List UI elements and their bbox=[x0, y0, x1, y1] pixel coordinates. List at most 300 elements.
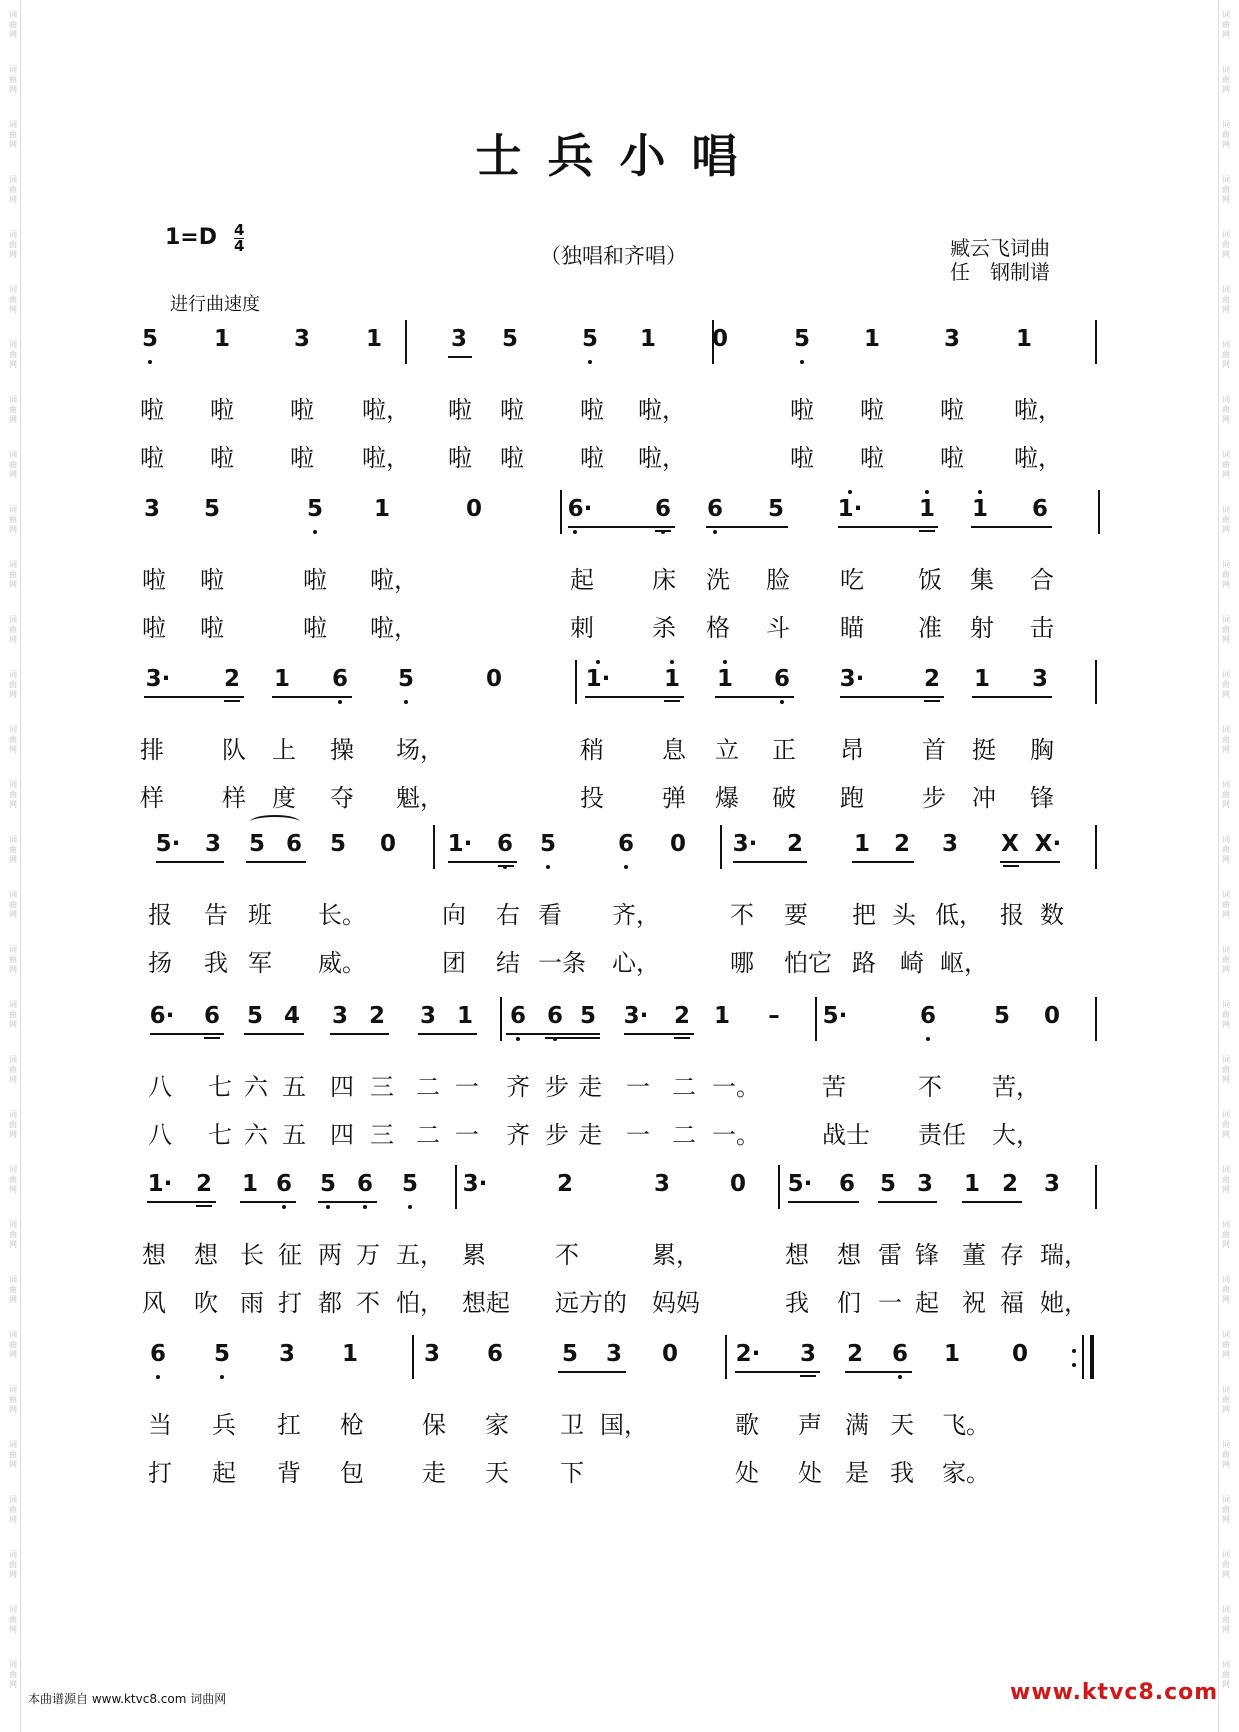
watermark-text: 词 曲 网 bbox=[9, 1110, 17, 1139]
barline bbox=[815, 997, 817, 1041]
watermark-text: 词 曲 网 bbox=[1222, 1110, 1230, 1139]
duration-underline bbox=[838, 526, 938, 528]
notation-credit: 任 钢制谱 bbox=[950, 260, 1050, 284]
lyric-verse-1: 啦 bbox=[140, 396, 164, 424]
lyric-verse-2: 想起 bbox=[462, 1289, 510, 1317]
duration-underline bbox=[706, 526, 788, 528]
note: 0 bbox=[661, 1341, 679, 1367]
watermark-text: 词 曲 网 bbox=[1222, 1550, 1230, 1579]
duration-underline bbox=[971, 526, 1052, 528]
note: 2 bbox=[1001, 1171, 1019, 1197]
lyric-verse-1: 向 bbox=[442, 901, 466, 929]
lyric-verse-1: 队 bbox=[222, 736, 246, 764]
note: 5 bbox=[306, 496, 324, 522]
repeat-dot bbox=[1072, 1349, 1076, 1353]
note: 3 bbox=[423, 1341, 441, 1367]
duration-underline bbox=[246, 861, 306, 863]
duration-underline bbox=[1000, 861, 1060, 863]
note: 1 bbox=[639, 326, 657, 352]
low-octave-dot bbox=[516, 1037, 520, 1041]
lyric-verse-2: 魁， bbox=[396, 784, 444, 812]
barline bbox=[1098, 490, 1100, 534]
note: 2 bbox=[923, 666, 941, 692]
duration-underline bbox=[568, 526, 675, 528]
duration-underline bbox=[585, 696, 684, 698]
watermark-text: 词 曲 网 bbox=[1222, 285, 1230, 314]
barline bbox=[412, 1335, 414, 1379]
final-barline-thick bbox=[1090, 1335, 1094, 1379]
note: 2 bbox=[786, 831, 804, 857]
lyric-verse-2: 怕它 bbox=[784, 949, 832, 977]
duration-underline-double bbox=[664, 700, 680, 702]
lyric-verse-2: 刺 bbox=[570, 614, 594, 642]
lyric-verse-2: 哪 bbox=[730, 949, 754, 977]
watermark-text: 词 曲 网 bbox=[9, 560, 17, 589]
note: 1 bbox=[213, 326, 231, 352]
note: 1· bbox=[837, 496, 863, 522]
time-signature-top: 4 bbox=[234, 221, 245, 239]
lyric-verse-2: 福 bbox=[1000, 1289, 1024, 1317]
duration-underline-double bbox=[1003, 865, 1019, 867]
low-octave-dot bbox=[573, 530, 577, 534]
high-octave-dot bbox=[596, 660, 600, 664]
lyric-verse-1: 起 bbox=[570, 566, 594, 594]
watermark-text: 词 曲 网 bbox=[9, 505, 17, 534]
note: 1 bbox=[943, 1341, 961, 1367]
watermark-text: 词 曲 网 bbox=[1222, 395, 1230, 424]
lyric-verse-1: 一 bbox=[626, 1073, 650, 1101]
repeat-dot bbox=[1072, 1363, 1076, 1367]
watermark-text: 词 曲 网 bbox=[9, 1330, 17, 1359]
barline bbox=[405, 320, 407, 364]
lyric-verse-2: 样 bbox=[140, 784, 164, 812]
low-octave-dot bbox=[282, 1205, 286, 1209]
note: 3 bbox=[293, 326, 311, 352]
lyric-verse-2: 爆 bbox=[715, 784, 739, 812]
lyric-verse-2: 锋 bbox=[1030, 784, 1054, 812]
high-octave-dot bbox=[670, 660, 674, 664]
note: 3 bbox=[916, 1171, 934, 1197]
note: 5 bbox=[203, 496, 221, 522]
high-octave-dot bbox=[978, 490, 982, 494]
lyric-verse-2: 大， bbox=[992, 1121, 1040, 1149]
note: 1 bbox=[716, 666, 734, 692]
duration-underline bbox=[788, 1201, 859, 1203]
lyric-verse-2: 都 bbox=[318, 1289, 342, 1317]
lyric-verse-1: 啦 bbox=[210, 396, 234, 424]
low-octave-dot bbox=[313, 530, 317, 534]
lyric-verse-2: 啦 bbox=[940, 444, 964, 472]
duration-underline bbox=[733, 861, 807, 863]
watermark-text: 词 曲 网 bbox=[9, 120, 17, 149]
note: 6 bbox=[838, 1171, 856, 1197]
barline bbox=[725, 1335, 727, 1379]
note: 5 bbox=[501, 326, 519, 352]
lyric-verse-1: 饭 bbox=[918, 566, 942, 594]
note: 6 bbox=[275, 1171, 293, 1197]
barline bbox=[1095, 825, 1097, 869]
duration-underline bbox=[272, 696, 352, 698]
lyric-verse-2: 五 bbox=[282, 1121, 306, 1149]
note: 6 bbox=[773, 666, 791, 692]
note: 1 bbox=[373, 496, 391, 522]
low-octave-dot bbox=[713, 530, 717, 534]
note: 6 bbox=[285, 831, 303, 857]
watermark-text: 词 曲 网 bbox=[1222, 1165, 1230, 1194]
barline bbox=[778, 1165, 780, 1209]
lyric-verse-2: 不 bbox=[356, 1289, 380, 1317]
lyric-verse-2: 吹 bbox=[194, 1289, 218, 1317]
lyric-verse-2: 啦 bbox=[200, 614, 224, 642]
lyric-verse-1: 两 bbox=[318, 1241, 342, 1269]
note: 6 bbox=[509, 1003, 527, 1029]
lyric-verse-1: 班 bbox=[248, 901, 272, 929]
lyric-verse-1: 胸 bbox=[1030, 736, 1054, 764]
lyric-verse-1: 啦 bbox=[860, 396, 884, 424]
barline bbox=[575, 660, 577, 704]
lyric-verse-1: 稍 bbox=[580, 736, 604, 764]
lyric-verse-1: 脸 bbox=[766, 566, 790, 594]
note: 1 bbox=[341, 1341, 359, 1367]
note: 1 bbox=[1015, 326, 1033, 352]
note: – bbox=[768, 1003, 780, 1029]
watermark-text: 词 曲 网 bbox=[9, 230, 17, 259]
duration-underline-double bbox=[924, 700, 940, 702]
lyric-verse-2: 家。 bbox=[942, 1459, 990, 1487]
lyric-verse-2: 啦， bbox=[370, 614, 418, 642]
note: 1 bbox=[963, 1171, 981, 1197]
note: 2· bbox=[735, 1341, 761, 1367]
note: 3 bbox=[1031, 666, 1049, 692]
watermark-text: 词 曲 网 bbox=[9, 1220, 17, 1249]
lyric-verse-1: 飞。 bbox=[942, 1411, 990, 1439]
watermark-text: 词 曲 网 bbox=[1222, 1000, 1230, 1029]
lyric-verse-2: 起 bbox=[915, 1289, 939, 1317]
lyric-verse-2: 度 bbox=[272, 784, 296, 812]
note: 2 bbox=[893, 831, 911, 857]
note: 6 bbox=[496, 831, 514, 857]
barline bbox=[720, 825, 722, 869]
lyric-verse-1: 二 bbox=[416, 1073, 440, 1101]
watermark-text: 词 曲 网 bbox=[9, 725, 17, 754]
note: 3 bbox=[799, 1341, 817, 1367]
watermark-text: 词 曲 网 bbox=[9, 780, 17, 809]
note: 1 bbox=[973, 666, 991, 692]
lyric-verse-1: 要 bbox=[784, 901, 808, 929]
low-octave-dot bbox=[326, 1205, 330, 1209]
lyric-verse-1: 四 bbox=[330, 1073, 354, 1101]
note: 3 bbox=[331, 1003, 349, 1029]
note: 5 bbox=[397, 666, 415, 692]
duration-underline bbox=[506, 1033, 600, 1035]
barline bbox=[433, 825, 435, 869]
lyric-verse-2: 四 bbox=[330, 1121, 354, 1149]
lyric-verse-2: 岖， bbox=[940, 949, 988, 977]
duration-underline-double bbox=[498, 865, 514, 867]
lyric-verse-2: 起 bbox=[212, 1459, 236, 1487]
watermark-text: 词 曲 网 bbox=[1222, 65, 1230, 94]
lyric-verse-1: 瑞， bbox=[1040, 1241, 1088, 1269]
lyric-verse-1: 合 bbox=[1030, 566, 1054, 594]
lyric-verse-1: 万 bbox=[356, 1241, 380, 1269]
lyric-verse-2: 一 bbox=[878, 1289, 902, 1317]
note: 6 bbox=[617, 831, 635, 857]
note: 3· bbox=[462, 1171, 488, 1197]
lyric-verse-2: 准 bbox=[918, 614, 942, 642]
lyric-verse-2: 啦 bbox=[790, 444, 814, 472]
lyric-verse-2: 跑 bbox=[840, 784, 864, 812]
watermark-text: 词 曲 网 bbox=[1222, 670, 1230, 699]
lyric-verse-1: 报 bbox=[148, 901, 172, 929]
watermark-text: 词 曲 网 bbox=[1222, 615, 1230, 644]
lyric-verse-1: 想 bbox=[142, 1241, 166, 1269]
lyric-verse-1: 三 bbox=[370, 1073, 394, 1101]
lyric-verse-1: 报 bbox=[1000, 901, 1024, 929]
lyric-verse-1: 五， bbox=[396, 1241, 444, 1269]
duration-underline bbox=[624, 1033, 694, 1035]
lyric-verse-2: 啦 bbox=[142, 614, 166, 642]
note: 2 bbox=[673, 1003, 691, 1029]
lyric-verse-2: 战士 bbox=[822, 1121, 870, 1149]
watermark-text: 词 曲 网 bbox=[1222, 560, 1230, 589]
watermark-text: 词 曲 网 bbox=[1222, 1605, 1230, 1634]
note: 3 bbox=[941, 831, 959, 857]
lyric-verse-2: 远方的 bbox=[555, 1289, 627, 1317]
note: 6 bbox=[546, 1003, 564, 1029]
low-octave-dot bbox=[156, 1375, 160, 1379]
low-octave-dot bbox=[780, 700, 784, 704]
lyric-verse-1: 正 bbox=[772, 736, 796, 764]
lyric-verse-1: 集 bbox=[970, 566, 994, 594]
lyric-verse-1: 上 bbox=[272, 736, 296, 764]
lyric-verse-2: 一 bbox=[626, 1121, 650, 1149]
watermark-text: 词 曲 网 bbox=[9, 1495, 17, 1524]
lyric-verse-1: 长。 bbox=[318, 901, 366, 929]
note: 5 bbox=[319, 1171, 337, 1197]
watermark-text: 词 曲 网 bbox=[1222, 1220, 1230, 1249]
lyric-verse-2: 责任 bbox=[918, 1121, 966, 1149]
watermark-text: 词 曲 网 bbox=[1222, 1440, 1230, 1469]
watermark-text: 词 曲 网 bbox=[9, 1440, 17, 1469]
lyric-verse-1: 啦， bbox=[362, 396, 410, 424]
lyric-verse-2: 我 bbox=[785, 1289, 809, 1317]
lyric-verse-2: 样 bbox=[222, 784, 246, 812]
lyric-verse-1: 家 bbox=[485, 1411, 509, 1439]
lyric-verse-1: 啦， bbox=[638, 396, 686, 424]
lyric-verse-1: 想 bbox=[785, 1241, 809, 1269]
lyric-verse-1: 八 bbox=[148, 1073, 172, 1101]
lyric-verse-1: 五 bbox=[282, 1073, 306, 1101]
lyric-verse-1: 息 bbox=[662, 736, 686, 764]
high-octave-dot bbox=[848, 490, 852, 494]
lyric-verse-2: 格 bbox=[706, 614, 730, 642]
watermark-text: 词 曲 网 bbox=[9, 615, 17, 644]
note: 0 bbox=[1043, 1003, 1061, 1029]
lyric-verse-2: 扬 bbox=[148, 949, 172, 977]
watermark-text: 词 曲 网 bbox=[9, 835, 17, 864]
lyric-verse-2: 处 bbox=[735, 1459, 759, 1487]
watermark-text: 词 曲 网 bbox=[1222, 175, 1230, 204]
low-octave-dot bbox=[588, 360, 592, 364]
lyric-verse-1: 兵 bbox=[212, 1411, 236, 1439]
lyric-verse-2: 崎 bbox=[900, 949, 924, 977]
note: 1 bbox=[918, 496, 936, 522]
note: 2 bbox=[846, 1341, 864, 1367]
lyric-verse-2: 啦， bbox=[362, 444, 410, 472]
duration-underline bbox=[147, 1201, 216, 1203]
duration-underline bbox=[318, 1201, 377, 1203]
watermark-text: 词 曲 网 bbox=[1222, 120, 1230, 149]
lyric-verse-2: 下 bbox=[560, 1459, 584, 1487]
lyric-verse-1: 当 bbox=[148, 1411, 172, 1439]
lyric-verse-2: 齐 bbox=[506, 1121, 530, 1149]
lyric-verse-2: 弹 bbox=[662, 784, 686, 812]
duration-underline-double bbox=[196, 1205, 212, 1207]
lyric-verse-1: 挺 bbox=[972, 736, 996, 764]
lyric-verse-2: 一。 bbox=[712, 1121, 760, 1149]
lyric-verse-1: 啦 bbox=[500, 396, 524, 424]
note: 0 bbox=[465, 496, 483, 522]
lyric-verse-1: 七 bbox=[208, 1073, 232, 1101]
lyric-verse-1: 昂 bbox=[840, 736, 864, 764]
lyric-verse-2: 步 bbox=[922, 784, 946, 812]
lyric-verse-1: 不 bbox=[918, 1073, 942, 1101]
lyric-verse-2: 三 bbox=[370, 1121, 394, 1149]
watermark-text: 词 曲 网 bbox=[9, 1385, 17, 1414]
duration-underline bbox=[558, 1371, 626, 1373]
watermark-text: 词 曲 网 bbox=[9, 945, 17, 974]
barline bbox=[1095, 660, 1097, 704]
lyric-verse-2: 军 bbox=[248, 949, 272, 977]
lyrics-music-credit: 臧云飞词曲 bbox=[950, 236, 1050, 260]
lyric-verse-2: 走 bbox=[422, 1459, 446, 1487]
watermark-text: 词 曲 网 bbox=[1222, 725, 1230, 754]
site-logo: www.ktvc8.com bbox=[1010, 1680, 1219, 1705]
lyric-verse-1: 累 bbox=[462, 1241, 486, 1269]
note: 1 bbox=[713, 1003, 731, 1029]
note: 5· bbox=[822, 1003, 848, 1029]
low-octave-dot bbox=[898, 1375, 902, 1379]
duration-underline bbox=[448, 861, 517, 863]
duration-underline bbox=[144, 696, 244, 698]
note: 3 bbox=[605, 1341, 623, 1367]
lyric-verse-2: 打 bbox=[148, 1459, 172, 1487]
lyric-verse-2: 天 bbox=[485, 1459, 509, 1487]
lyric-verse-1: 一。 bbox=[712, 1073, 760, 1101]
lyric-verse-2: 击 bbox=[1030, 614, 1054, 642]
note: 5 bbox=[213, 1341, 231, 1367]
note: 0 bbox=[379, 831, 397, 857]
lyric-verse-2: 走 bbox=[578, 1121, 602, 1149]
note: 1 bbox=[365, 326, 383, 352]
lyric-verse-2: 投 bbox=[580, 784, 604, 812]
low-octave-dot bbox=[363, 1205, 367, 1209]
lyric-verse-1: 苦， bbox=[992, 1073, 1040, 1101]
lyric-verse-1: 吃 bbox=[840, 566, 864, 594]
time-signature bbox=[234, 223, 244, 254]
lyric-verse-1: 二 bbox=[672, 1073, 696, 1101]
note: 5 bbox=[246, 1003, 264, 1029]
note: 2 bbox=[556, 1171, 574, 1197]
lyric-verse-1: 数 bbox=[1040, 901, 1064, 929]
lyric-verse-2: 团 bbox=[442, 949, 466, 977]
tempo-marking: 进行曲速度 bbox=[170, 294, 260, 315]
note: 1 bbox=[853, 831, 871, 857]
lyric-verse-1: 保 bbox=[422, 1411, 446, 1439]
note: 5 bbox=[579, 1003, 597, 1029]
lyric-verse-2: 二 bbox=[672, 1121, 696, 1149]
watermark-text: 词 曲 网 bbox=[1222, 1660, 1230, 1689]
duration-underline-double bbox=[204, 1037, 220, 1039]
lyric-verse-1: 看 bbox=[538, 901, 562, 929]
lyric-verse-2: 我 bbox=[890, 1459, 914, 1487]
note: 1 bbox=[663, 666, 681, 692]
lyric-verse-1: 天 bbox=[890, 1411, 914, 1439]
lyric-verse-1: 一 bbox=[455, 1073, 479, 1101]
lyric-verse-1: 立 bbox=[715, 736, 739, 764]
watermark-text: 词 曲 网 bbox=[1222, 1275, 1230, 1304]
note: 6 bbox=[891, 1341, 909, 1367]
duration-underline bbox=[240, 1201, 296, 1203]
watermark-text: 词 曲 网 bbox=[9, 1550, 17, 1579]
note: 6 bbox=[149, 1341, 167, 1367]
note: 3· bbox=[145, 666, 171, 692]
duration-underline bbox=[448, 356, 472, 358]
lyric-verse-2: 啦 bbox=[210, 444, 234, 472]
barline bbox=[500, 997, 502, 1041]
note: 5 bbox=[401, 1171, 419, 1197]
low-octave-dot bbox=[404, 700, 408, 704]
watermark-text: 词 曲 网 bbox=[9, 1165, 17, 1194]
note: 1· bbox=[147, 1171, 173, 1197]
note: 5 bbox=[561, 1341, 579, 1367]
note: 1· bbox=[447, 831, 473, 857]
lyric-verse-2: 怕， bbox=[396, 1289, 444, 1317]
note: 0 bbox=[1011, 1341, 1029, 1367]
lyric-verse-1: 想 bbox=[837, 1241, 861, 1269]
lyric-verse-2: 们 bbox=[837, 1289, 861, 1317]
duration-underline bbox=[845, 1371, 912, 1373]
lyric-verse-1: 征 bbox=[278, 1241, 302, 1269]
watermark-text: 词 曲 网 bbox=[1222, 230, 1230, 259]
watermark-text: 词 曲 网 bbox=[9, 175, 17, 204]
barline bbox=[455, 1165, 457, 1209]
note: 3 bbox=[450, 326, 468, 352]
duration-underline bbox=[852, 861, 914, 863]
watermark-text: 词 曲 网 bbox=[9, 65, 17, 94]
note: 1 bbox=[456, 1003, 474, 1029]
duration-underline bbox=[418, 1033, 477, 1035]
lyric-verse-1: 把 bbox=[852, 901, 876, 929]
source-note: 本曲谱源自 www.ktvc8.com 词曲网 bbox=[28, 1692, 227, 1706]
lyric-verse-2: 啦 bbox=[500, 444, 524, 472]
lyric-verse-2: 啦 bbox=[448, 444, 472, 472]
lyric-verse-2: 妈妈 bbox=[652, 1289, 700, 1317]
note: 3· bbox=[732, 831, 758, 857]
lyric-verse-2: 威。 bbox=[318, 949, 366, 977]
lyric-verse-2: 背 bbox=[277, 1459, 301, 1487]
lyric-verse-1: 啦 bbox=[290, 396, 314, 424]
low-octave-dot bbox=[148, 360, 152, 364]
barline bbox=[1095, 1165, 1097, 1209]
lyric-verse-1: 啦 bbox=[940, 396, 964, 424]
low-octave-dot bbox=[800, 360, 804, 364]
lyric-verse-1: 告 bbox=[204, 901, 228, 929]
watermark-text: 词 曲 网 bbox=[9, 340, 17, 369]
lyric-verse-1: 步 bbox=[545, 1073, 569, 1101]
lyric-verse-1: 场， bbox=[396, 736, 444, 764]
lyric-verse-1: 低， bbox=[935, 901, 983, 929]
